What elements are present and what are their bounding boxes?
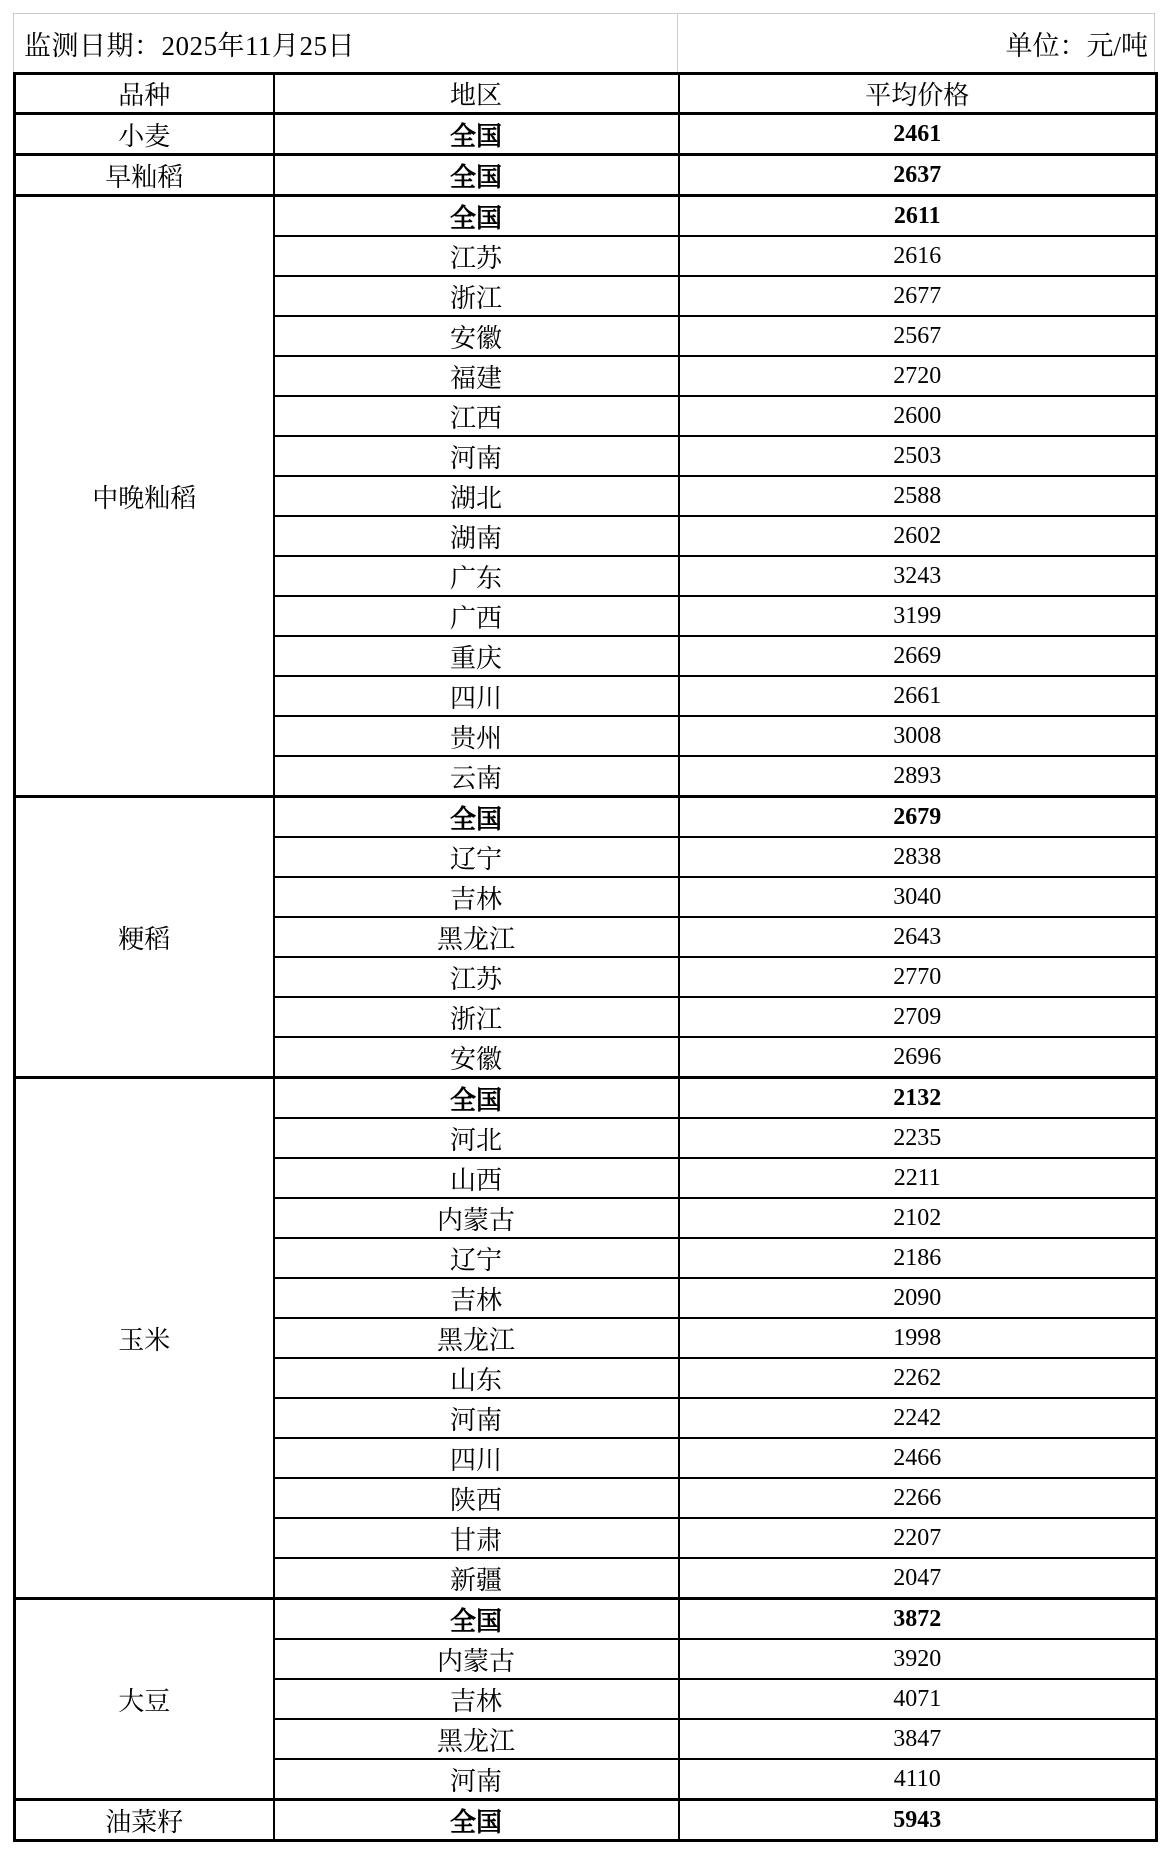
region-cell: 广西	[274, 596, 679, 636]
table-row	[15, 155, 1157, 196]
region-cell: 河南	[274, 436, 679, 476]
price-cell: 2770	[679, 957, 1157, 997]
price-cell: 2600	[679, 396, 1157, 436]
region-cell: 陕西	[274, 1478, 679, 1518]
region-cell: 山东	[274, 1358, 679, 1398]
price-cell: 2466	[679, 1438, 1157, 1478]
region-cell: 吉林	[274, 1679, 679, 1719]
price-table-body	[15, 114, 1157, 1841]
price-cell: 2720	[679, 356, 1157, 396]
region-cell: 浙江	[274, 276, 679, 316]
price-cell: 2637	[679, 155, 1157, 196]
region-cell: 甘肃	[274, 1518, 679, 1558]
price-cell: 2186	[679, 1238, 1157, 1278]
price-cell: 2838	[679, 837, 1157, 877]
price-cell: 2567	[679, 316, 1157, 356]
region-cell: 内蒙古	[274, 1639, 679, 1679]
price-cell: 2047	[679, 1558, 1157, 1599]
price-table	[13, 72, 1158, 1842]
price-cell: 2893	[679, 756, 1157, 797]
region-cell: 内蒙古	[274, 1198, 679, 1238]
price-cell: 2102	[679, 1198, 1157, 1238]
price-cell: 2461	[679, 114, 1157, 155]
region-cell: 河南	[274, 1398, 679, 1438]
price-cell: 3243	[679, 556, 1157, 596]
region-cell: 湖南	[274, 516, 679, 556]
variety-cell: 油菜籽	[15, 1800, 274, 1841]
table-row	[15, 1800, 1157, 1841]
price-cell: 2211	[679, 1158, 1157, 1198]
region-cell: 江西	[274, 396, 679, 436]
price-cell: 3872	[679, 1599, 1157, 1640]
price-cell: 2696	[679, 1037, 1157, 1078]
region-cell: 安徽	[274, 316, 679, 356]
region-cell: 山西	[274, 1158, 679, 1198]
variety-cell: 中晚籼稻	[15, 196, 274, 797]
variety-cell: 玉米	[15, 1078, 274, 1599]
price-cell: 4110	[679, 1759, 1157, 1800]
column-header-region: 地区	[274, 74, 679, 114]
region-cell: 重庆	[274, 636, 679, 676]
price-cell: 3199	[679, 596, 1157, 636]
region-cell: 福建	[274, 356, 679, 396]
price-cell: 2611	[679, 196, 1157, 237]
price-cell: 2661	[679, 676, 1157, 716]
price-cell: 2132	[679, 1078, 1157, 1119]
price-cell: 3040	[679, 877, 1157, 917]
price-sheet	[13, 13, 1155, 1842]
variety-cell: 早籼稻	[15, 155, 274, 196]
price-cell: 3920	[679, 1639, 1157, 1679]
price-cell: 1998	[679, 1318, 1157, 1358]
meta-row	[13, 13, 1155, 72]
region-cell: 全国	[274, 196, 679, 237]
region-cell: 辽宁	[274, 1238, 679, 1278]
price-cell: 2643	[679, 917, 1157, 957]
price-cell: 2677	[679, 276, 1157, 316]
header-row	[15, 74, 1157, 114]
region-cell: 全国	[274, 155, 679, 196]
region-cell: 河南	[274, 1759, 679, 1800]
price-cell: 3008	[679, 716, 1157, 756]
variety-cell: 小麦	[15, 114, 274, 155]
region-cell: 安徽	[274, 1037, 679, 1078]
price-cell: 2588	[679, 476, 1157, 516]
region-cell: 云南	[274, 756, 679, 797]
column-header-average-price: 平均价格	[679, 74, 1157, 114]
price-cell: 2262	[679, 1358, 1157, 1398]
region-cell: 全国	[274, 1599, 679, 1640]
region-cell: 江苏	[274, 236, 679, 276]
region-cell: 全国	[274, 1800, 679, 1841]
price-cell: 2616	[679, 236, 1157, 276]
table-row	[15, 1078, 1157, 1119]
price-cell: 4071	[679, 1679, 1157, 1719]
column-header-variety: 品种	[15, 74, 274, 114]
region-cell: 吉林	[274, 1278, 679, 1318]
table-row	[15, 1599, 1157, 1640]
region-cell: 全国	[274, 797, 679, 838]
monitor-date-label: 监测日期：2025年11月25日	[14, 14, 678, 72]
region-cell: 贵州	[274, 716, 679, 756]
price-cell: 5943	[679, 1800, 1157, 1841]
table-row	[15, 797, 1157, 838]
region-cell: 吉林	[274, 877, 679, 917]
variety-cell: 粳稻	[15, 797, 274, 1078]
variety-cell: 大豆	[15, 1599, 274, 1800]
region-cell: 湖北	[274, 476, 679, 516]
table-row	[15, 196, 1157, 237]
price-cell: 2679	[679, 797, 1157, 838]
price-cell: 2266	[679, 1478, 1157, 1518]
region-cell: 四川	[274, 676, 679, 716]
table-row	[15, 114, 1157, 155]
region-cell: 广东	[274, 556, 679, 596]
region-cell: 全国	[274, 114, 679, 155]
region-cell: 江苏	[274, 957, 679, 997]
price-cell: 2242	[679, 1398, 1157, 1438]
region-cell: 辽宁	[274, 837, 679, 877]
price-cell: 2709	[679, 997, 1157, 1037]
region-cell: 黑龙江	[274, 1719, 679, 1759]
region-cell: 新疆	[274, 1558, 679, 1599]
region-cell: 河北	[274, 1118, 679, 1158]
region-cell: 黑龙江	[274, 917, 679, 957]
price-cell: 2602	[679, 516, 1157, 556]
price-cell: 2090	[679, 1278, 1157, 1318]
price-cell: 2503	[679, 436, 1157, 476]
price-cell: 2235	[679, 1118, 1157, 1158]
region-cell: 黑龙江	[274, 1318, 679, 1358]
unit-label: 单位：元/吨	[1005, 30, 1148, 61]
price-cell: 2207	[679, 1518, 1157, 1558]
region-cell: 四川	[274, 1438, 679, 1478]
region-cell: 全国	[274, 1078, 679, 1119]
price-cell: 3847	[679, 1719, 1157, 1759]
price-cell: 2669	[679, 636, 1157, 676]
region-cell: 浙江	[274, 997, 679, 1037]
